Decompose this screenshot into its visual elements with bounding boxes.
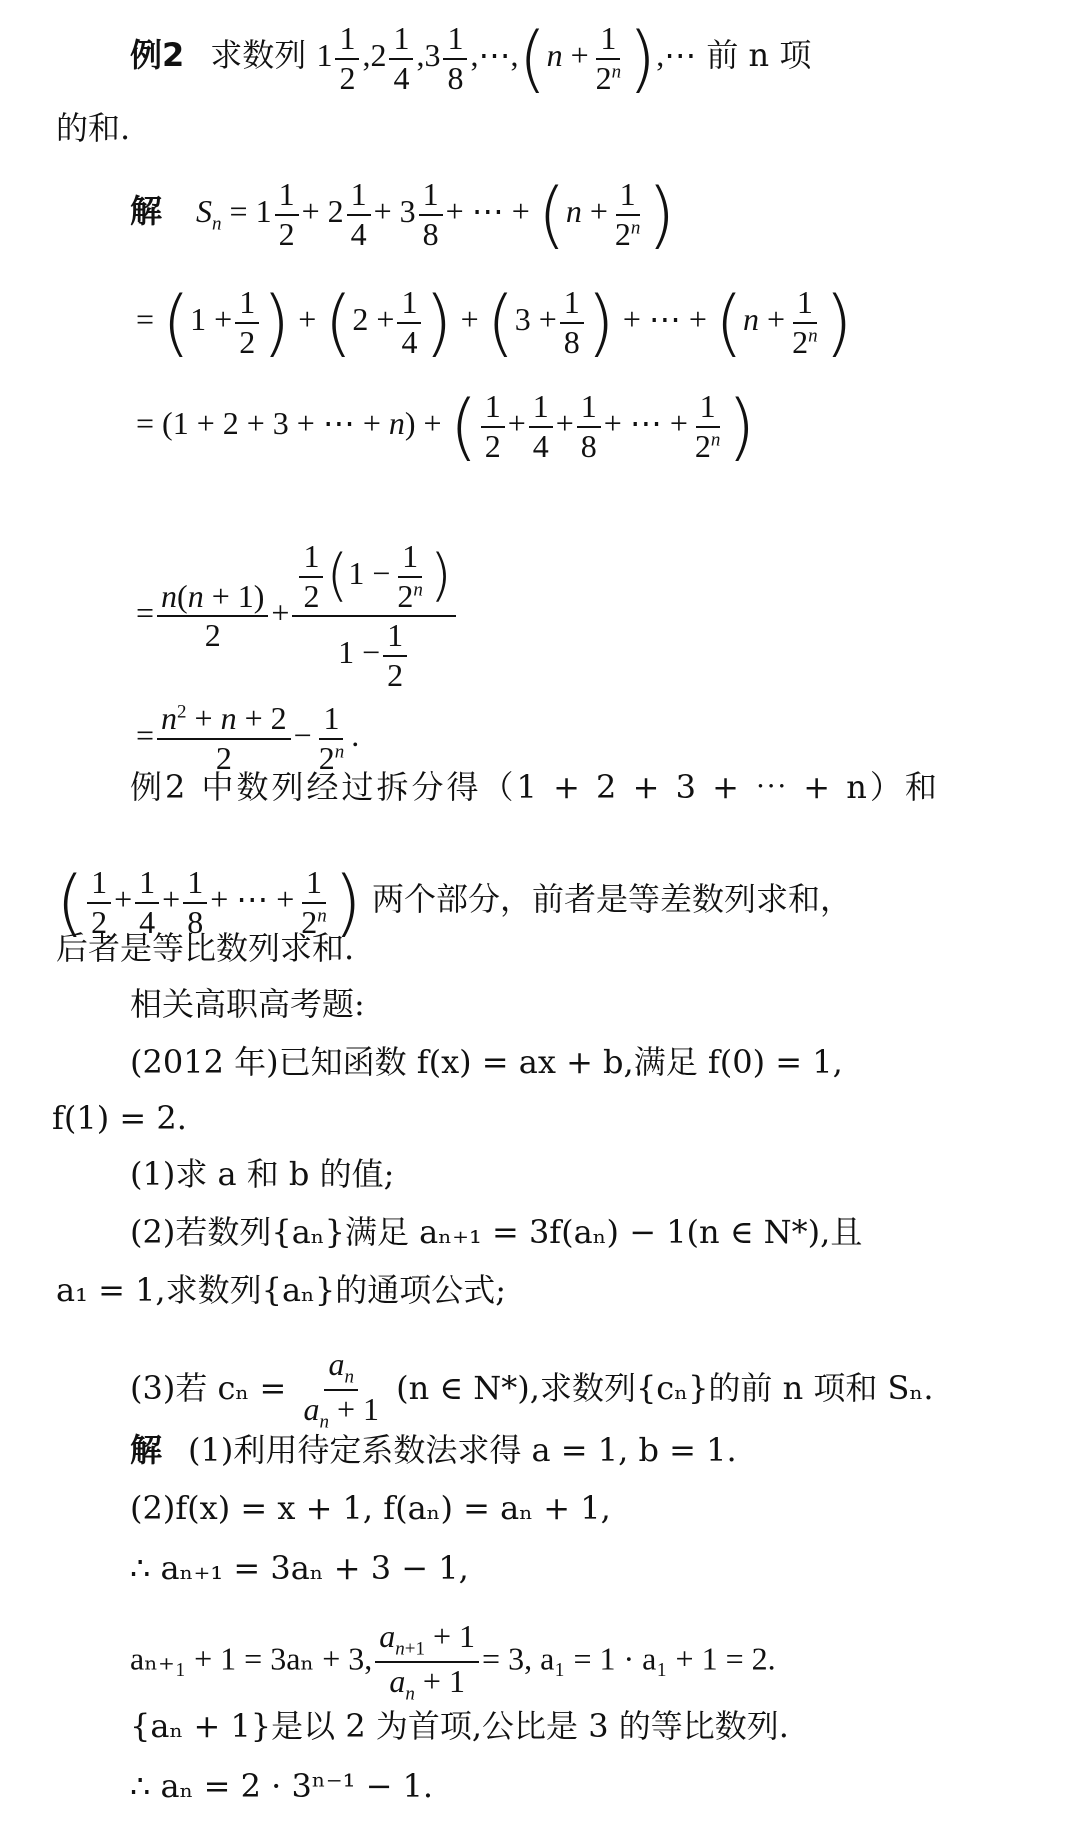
answer-line-4: aₙ₊₁ + 1 = 3aₙ + 3, $\frac{a_{n+1} + 1}{a_n + 1}$ = 3, a₁ = 1 · a₁ + 1 = 2. bbox=[130, 1618, 776, 1705]
question-3-post: (n ∈ N*),求数列{cₙ}的前 n 项和 Sₙ. bbox=[396, 1368, 934, 1407]
example-tail: 前 n 项 bbox=[706, 35, 812, 74]
solution-line-1: 解 $S_n = 1$ $\frac{1}{2}$ + 2 $\frac{1}{4}$ + 3 $\frac{1}{8}$ + ⋯ + (n + $\frac{1}{2^n}$ ) bbox=[130, 172, 676, 257]
answer-4-post: = 3, a₁ = 1 · a₁ + 1 = 2. bbox=[482, 1640, 776, 1677]
example-label: 例2 bbox=[130, 35, 185, 74]
question-intro-b: f(1) = 2. bbox=[52, 1099, 187, 1137]
question-2a: (2)若数列{aₙ}满足 aₙ₊₁ = 3f(aₙ) − 1(n ∈ N*),且 bbox=[130, 1213, 863, 1251]
example-prompt: 求数列 bbox=[210, 35, 307, 74]
example-statement: 例2 求数列 1 $\frac{1}{2}$ ,2 $\frac{1}{4}$ ,3 $\frac{1}{8}$ ,⋯,(n + $\frac{1}{2^n}$ ),⋯ 前 n 项 bbox=[130, 16, 812, 101]
answer-line-1 bbox=[130, 1430, 737, 1470]
question-1: (1)求 a 和 b 的值; bbox=[130, 1155, 395, 1193]
answer-label: 解 bbox=[130, 1431, 163, 1469]
answer-line-6: ∴ aₙ = 2 · 3ⁿ⁻¹ − 1. bbox=[130, 1767, 434, 1805]
solution-label: 解 bbox=[130, 191, 163, 230]
question-3: (3)若 cₙ = $\frac{a_n}{a_n + 1}$ (n ∈ N*),求数列{cₙ}的前 n 项和 Sₙ. bbox=[130, 1346, 934, 1433]
commentary-line-3: 后者是等比数列求和. bbox=[56, 929, 355, 967]
question-2b: a₁ = 1,求数列{aₙ}的通项公式; bbox=[56, 1271, 507, 1309]
solution-line-3: = (1 + 2 + 3 + ⋯ + n) + ( $\frac{1}{2}$ + $\frac{1}{4}$ + $\frac{1}{8}$ + ⋯ + $\frac{1}{2^n}$ ) bbox=[136, 384, 756, 469]
question-intro-a: (2012 年)已知函数 f(x) = ax + b,满足 f(0) = 1, bbox=[130, 1043, 843, 1081]
commentary-line-1: 例2 中数列经过拆分得（1 + 2 + 3 + ⋯ + n）和 bbox=[130, 768, 940, 806]
solution-line-2: = (1 + $\frac{1}{2}$ ) + (2 + $\frac{1}{4}$ ) + (3 + $\frac{1}{8}$ ) + ⋯ + (n + $\frac{1}{2^n}$ ) bbox=[136, 280, 853, 365]
answer-1-text: (1)利用待定系数法求得 a = 1, b = 1. bbox=[188, 1431, 737, 1469]
example-tail2: 的和. bbox=[56, 109, 131, 147]
commentary-line-2-tail: 两个部分，前者是等差数列求和， bbox=[372, 879, 853, 918]
answer-4-pre: aₙ₊₁ + 1 = 3aₙ + 3, bbox=[130, 1640, 373, 1677]
solution-line-5: = $\frac{n^2 + n + 2}{2}$ − $\frac{1}{2^n}$ . bbox=[136, 700, 360, 776]
related-heading: 相关高职高考题: bbox=[130, 985, 365, 1023]
answer-line-5: {aₙ + 1}是以 2 为首项,公比是 3 的等比数列. bbox=[130, 1707, 789, 1745]
answer-line-2: (2)f(x) = x + 1, f(aₙ) = aₙ + 1, bbox=[130, 1489, 611, 1527]
answer-line-3: ∴ aₙ₊₁ = 3aₙ + 3 − 1, bbox=[130, 1549, 469, 1587]
commentary-line-2: ( $\frac{1}{2}$ + $\frac{1}{4}$ + $\frac{1}{8}$ + ⋯ + $\frac{1}{2^n}$ ) 两个部分，前者是等差数列求和， bbox=[56, 860, 853, 945]
question-3-pre: (3)若 cₙ = bbox=[130, 1368, 287, 1407]
solution-line-4: = $\frac{n(n + 1)}{2}$ + $\frac{1}{2}$ (1 − $\frac{1}{2^n}$ ) 1 − $\frac{1}{2}$ bbox=[136, 540, 459, 692]
